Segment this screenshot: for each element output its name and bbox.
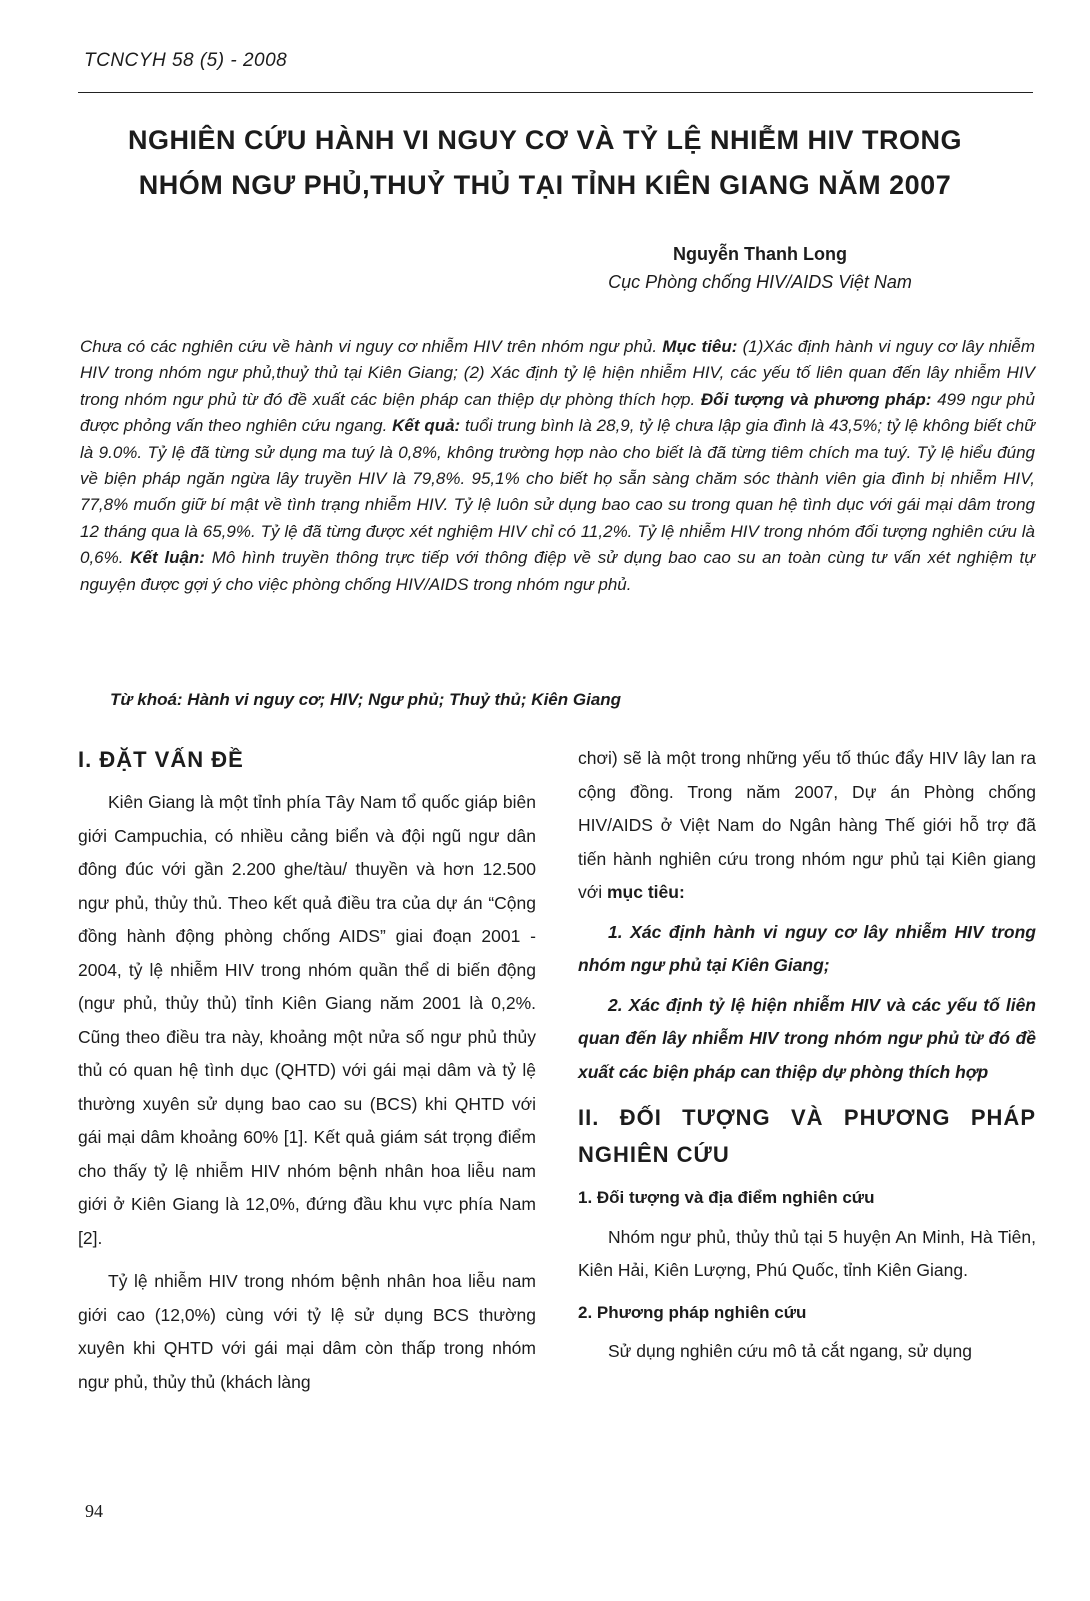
subsection-2-heading: 2. Phương pháp nghiên cứu bbox=[578, 1302, 807, 1322]
abstract-objective: (1)Xác định hành vi nguy cơ lây nhiễm HIV trong nhóm ngư phủ,thuỷ thủ tại Kiên Giang; (2) Xác định tỷ lệ hiện nhiễm HIV, các yếu tố liên quan đến lây nhiễm HIV trong nhóm ngư phủ từ đó đề xuất các biện pháp can thiệp dự phòng thích hợp. bbox=[80, 337, 1035, 409]
abstract-methods-label: Đối tượng và phương pháp: bbox=[700, 389, 932, 409]
objective-2: 2. Xác định tỷ lệ hiện nhiễm HIV và các yếu tố liên quan đến lây nhiễm HIV trong nhóm ngư phủ từ đó đề xuất các biện pháp can thiệp dự phòng thích hợp bbox=[578, 994, 1036, 1082]
objectives-label: mục tiêu: bbox=[607, 882, 685, 902]
subsection-1-text: Nhóm ngư phủ, thủy thủ tại 5 huyện An Minh, Hà Tiên, Kiên Hải, Kiên Lượng, Phú Quốc, tỉnh Kiên Giang. bbox=[578, 1226, 1036, 1280]
title-line-2: NHÓM NGƯ PHỦ,THUỶ THỦ TẠI TỈNH KIÊN GIANG NĂM 2007 bbox=[138, 170, 952, 200]
right-column bbox=[578, 742, 1036, 1369]
title-line-1: NGHIÊN CỨU HÀNH VI NGUY CƠ VÀ TỶ LỆ NHIỄM HIV TRONG bbox=[128, 125, 962, 155]
header-rule bbox=[78, 92, 1033, 93]
article-title bbox=[60, 118, 1030, 208]
left-column bbox=[78, 742, 536, 1399]
objective-1: 1. Xác định hành vi nguy cơ lây nhiễm HIV trong nhóm ngư phủ tại Kiên Giang; bbox=[578, 921, 1036, 975]
journal-header: TCNCYH 58 (5) - 2008 bbox=[84, 50, 288, 71]
page-number: 94 bbox=[85, 1501, 103, 1521]
abstract-results-label: Kết quả: bbox=[392, 416, 461, 436]
section-1-paragraph-1: Kiên Giang là một tỉnh phía Tây Nam tổ quốc giáp biên giới Campuchia, có nhiều cảng biển và đội ngũ ngư dân đông đúc với gần 2.200 ghe/tàu/ thuyền và hơn 12.500 ngư phủ, thủy thủ. Theo kết quả điều tra của dự án “Cộng đồng hành động phòng chống AIDS” giai đoạn 2001 - 2004, tỷ lệ nhiễm HIV trong nhóm quần thể di biến động (ngư phủ, thủy thủ) tỉnh Kiên Giang năm 2001 là 0,2%. Cũng theo điều tra này, khoảng một nửa số ngư phủ thủy thủ có quan hệ tình dục (QHTD) với gái mại dâm và tỷ lệ thường xuyên sử dụng bao cao su (BCS) khi QHTD với gái mại dâm khoảng 60% [1]. Kết quả giám sát trọng điểm cho thấy tỷ lệ nhiễm HIV nhóm bệnh nhân hoa liễu nam giới ở Kiên Giang là 12,0%, đứng đầu khu vực phía Nam [2]. bbox=[78, 792, 536, 1248]
abstract-results: tuổi trung bình là 28,9, tỷ lệ chưa lập gia đình là 43,5%; tỷ lệ không biết chữ là 9.0%. Tỷ lệ đã từng sử dụng ma tuý là 0,8%, không trường hợp nào cho biết là đã từng tiêm chích ma tuý. Tỷ lệ hiểu đúng về biện pháp ngăn ngừa lây truyền HIV là 79,8%. 95,1% cho biết họ sẵn sàng chăm sóc thành viên gia đình bị nhiễm HIV, 77,8% muốn giữ bí mật về tình trạng nhiễm HIV. Tỷ lệ luôn sử dụng bao cao su trong quan hệ tình dục với gái mại dâm trong 12 tháng qua là 65,9%. Tỷ lệ đã từng được xét nghiệm HIV chỉ có 11,2%. Tỷ lệ nhiễm HIV trong nhóm đối tượng nghiên cứu là 0,6%. bbox=[80, 416, 1035, 568]
author-name: Nguyễn Thanh Long bbox=[673, 244, 847, 264]
section-1-paragraph-3 bbox=[578, 742, 1036, 910]
keywords: Từ khoá: Hành vi nguy cơ; HIV; Ngư phủ; Thuỷ thủ; Kiên Giang bbox=[110, 690, 622, 709]
paragraph-3-text: chơi) sẽ là một trong những yếu tố thúc đẩy HIV lây lan ra cộng đồng. Trong năm 2007, Dự án Phòng chống HIV/AIDS ở Việt Nam do Ngân hàng Thế giới hỗ trợ đã tiến hành nghiên cứu trong nhóm ngư phủ tại Kiên giang với bbox=[578, 748, 1036, 902]
subsection-1-heading: 1. Đối tượng và địa điểm nghiên cứu bbox=[578, 1188, 875, 1207]
section-2-heading: II. ĐỐI TƯỢNG VÀ PHƯƠNG PHÁP NGHIÊN CỨU bbox=[578, 1105, 1036, 1167]
abstract-conclusion: Mô hình truyền thông trực tiếp với thông điệp về sử dụng bao cao su an toàn cùng tư vấn xét nghiệm tự nguyện được gợi ý cho việc phòng chống HIV/AIDS trong nhóm ngư phủ. bbox=[80, 548, 1035, 594]
author-affiliation: Cục Phòng chống HIV/AIDS Việt Nam bbox=[608, 272, 912, 292]
subsection-2-text: Sử dụng nghiên cứu mô tả cắt ngang, sử dụng bbox=[608, 1341, 972, 1361]
abstract-methods: 499 ngư phủ được phỏng vấn theo nghiên cứu ngang. bbox=[80, 389, 1035, 436]
section-1-paragraph-2: Tỷ lệ nhiễm HIV trong nhóm bệnh nhân hoa liễu nam giới cao (12,0%) cùng với tỷ lệ sử dụng BCS thường xuyên khi QHTD với gái mại dâm còn thấp trong nhóm ngư phủ, thủy thủ (khách làng bbox=[78, 1271, 536, 1392]
abstract-objective-label: Mục tiêu: bbox=[662, 337, 738, 356]
abstract bbox=[80, 334, 1035, 598]
abstract-conclusion-label: Kết luận: bbox=[130, 548, 205, 568]
section-1-heading: I. ĐẶT VẤN ĐỀ bbox=[78, 747, 244, 772]
abstract-intro: Chưa có các nghiên cứu về hành vi nguy cơ nhiễm HIV trên nhóm ngư phủ. bbox=[80, 337, 658, 356]
